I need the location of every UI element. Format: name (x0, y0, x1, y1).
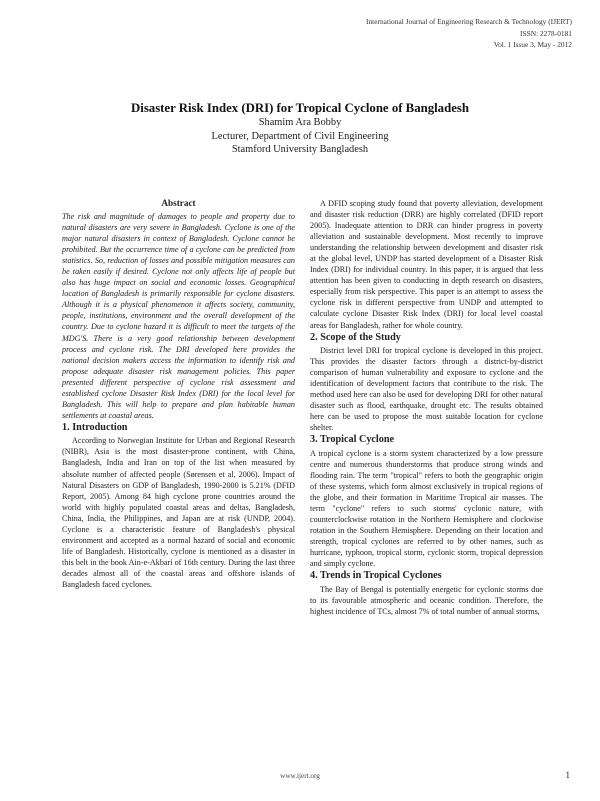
page-number: 1 (565, 770, 570, 780)
author-name: Shamim Ara Bobby (258, 117, 342, 128)
tropical-text: A tropical cyclone is a storm system characterized by a low pressure centre and numerous thunderstorms that produce strong winds and flooding rain. The term "tropical" refers to both the geographic origin of these systems, which form almost exclusively in tropical regions of the globe, and their formation in Maritime Tropical air masses. The term "cyclone" refers to such storms' cyclonic nature, with counterclockwise rotation in the Northern Hemisphere and clockwise rotation in the Southern Hemisphere. Depending on their location and strength, tropical cyclones are referred to by other names, such as hurricane, typhoon, tropical storm, cyclonic storm, tropical depression and simply cyclone. (310, 448, 543, 569)
author-affiliation: Stamford University Bangladesh (231, 144, 369, 155)
trends-text: The Bay of Bengal is potentially energetic for cyclonic storms due to its favourable atmospheric and oceanic condition. Therefore, the highest incidence of TCs, almost 7% of total number of annual storms, (310, 584, 543, 617)
journal-issn: ISSN: 2278-0181 (520, 28, 572, 38)
footer-url[interactable]: www.ijert.org (280, 772, 320, 780)
abstract-text: The risk and magnitude of damages to people and property due to natural disasters are very severe in Bangladesh. Cyclone is one of the major natural disasters in context of Bangladesh. Cyclone cannot be prohibited. But the occurrence time of a cyclone can be predicted from statistics. So, reduction of losses and possible mitigation measures can be taken easily if desired. Cyclone not only affects life of people but also has huge impact on social and economic losses. Geographical location of Bangladesh is primarily responsible for cyclone disasters. Although it is a physical phenomenon it affects society, community, people, institutions, environment and the overall development of the country. Due to cyclone hazard it is difficult to meet the targets of the MDG'S. There is a very good relationship between development process and cyclone risk. The DRI developed here provides the national decision makers access the information to identify risk and propose adequate disaster risk management policies. This paper presented different perspective of cyclone risk assessment and established cyclone Disaster Risk Index (DRI) for the local level for Bangladesh. This will help to prepare and plan habitable human settlements at coastal areas. (62, 212, 295, 420)
author-position: Lecturer, Department of Civil Engineering (211, 130, 389, 142)
paper-title: Disaster Risk Index (DRI) for Tropical Cyclone of Bangladesh (131, 101, 469, 115)
dfid-paragraph: A DFID scoping study found that poverty alleviation, development and disaster risk reduction (DRR) are highly correlated (DFID report 2005). Inadequate attention to DRR can hinder progress in poverty alleviation and sustainable development. Most recently to improve understanding the relationship between development and disaster risk at the global level, UNDP has started development of a Disaster Risk Index (DRI) for individual country. In this paper, it is argued that less attention has been given to conducting in depth research on disasters, especially from risk perspective. This paper is an attempt to assess the cyclone risk in different perspective from UNDP and attempted to calculate cyclone Disaster Risk Index (DRI) for local level coastal areas for Bangladesh, rather for whole country. (310, 199, 543, 330)
scope-heading: 2. Scope of the Study (310, 331, 401, 343)
intro-text: According to Norwegian Institute for Urban and Regional Research (NIBR), Asia is the most disaster-prone continent, with China, Bangladesh, India and Iran on top of the list when measured by absolute number of affected people (Sørensen et al, 2006). Impact of Natural Disasters on GDP of Bangladesh, 1990-2000 is 5.21% (DFID Report, 2005). Among 84 high cyclone prone countries around the world with highly populated coastal areas and deltas, Bangladesh, China, India, the Philippines, and Japan are at risk (UNDP, 2004). Cyclone is a characteristic feature of Bangladesh's physical environment and accepted as a normal hazard of social and economic life of Bangladesh. Historically, cyclone is mentioned as a disaster in this belt in the book Ain-e-Akbari of 16th century. During the last three decades almost all of the coastal areas and offshore islands of Bangladesh faced cyclones. (62, 436, 295, 589)
journal-name: International Journal of Engineering Research & Technology (IJERT) (366, 17, 572, 26)
scope-text: District level DRI for tropical cyclone is developed in this project. This provides the disaster factors through a district-by-district comparison of human vulnerability and exposure to cyclone and the identification of development factors that contribute to the risk. The method used here can also be used for developing DRI for other natural disaster such as flood, earthquake, drought etc. The results obtained here can be used to propose the most suitable location for cyclone shelter. (310, 346, 543, 433)
tropical-heading: 3. Tropical Cyclone (310, 434, 395, 446)
abstract-section (62, 211, 295, 421)
title-block (0, 101, 600, 157)
abstract-heading: Abstract (161, 198, 196, 208)
trends-heading: 4. Trends in Tropical Cyclones (310, 570, 442, 582)
intro-heading: 1. Introduction (62, 421, 128, 433)
journal-header (366, 16, 572, 51)
journal-volume: Vol. 1 Issue 3, May - 2012 (493, 40, 572, 50)
left-column (62, 198, 295, 590)
right-column (310, 198, 543, 617)
